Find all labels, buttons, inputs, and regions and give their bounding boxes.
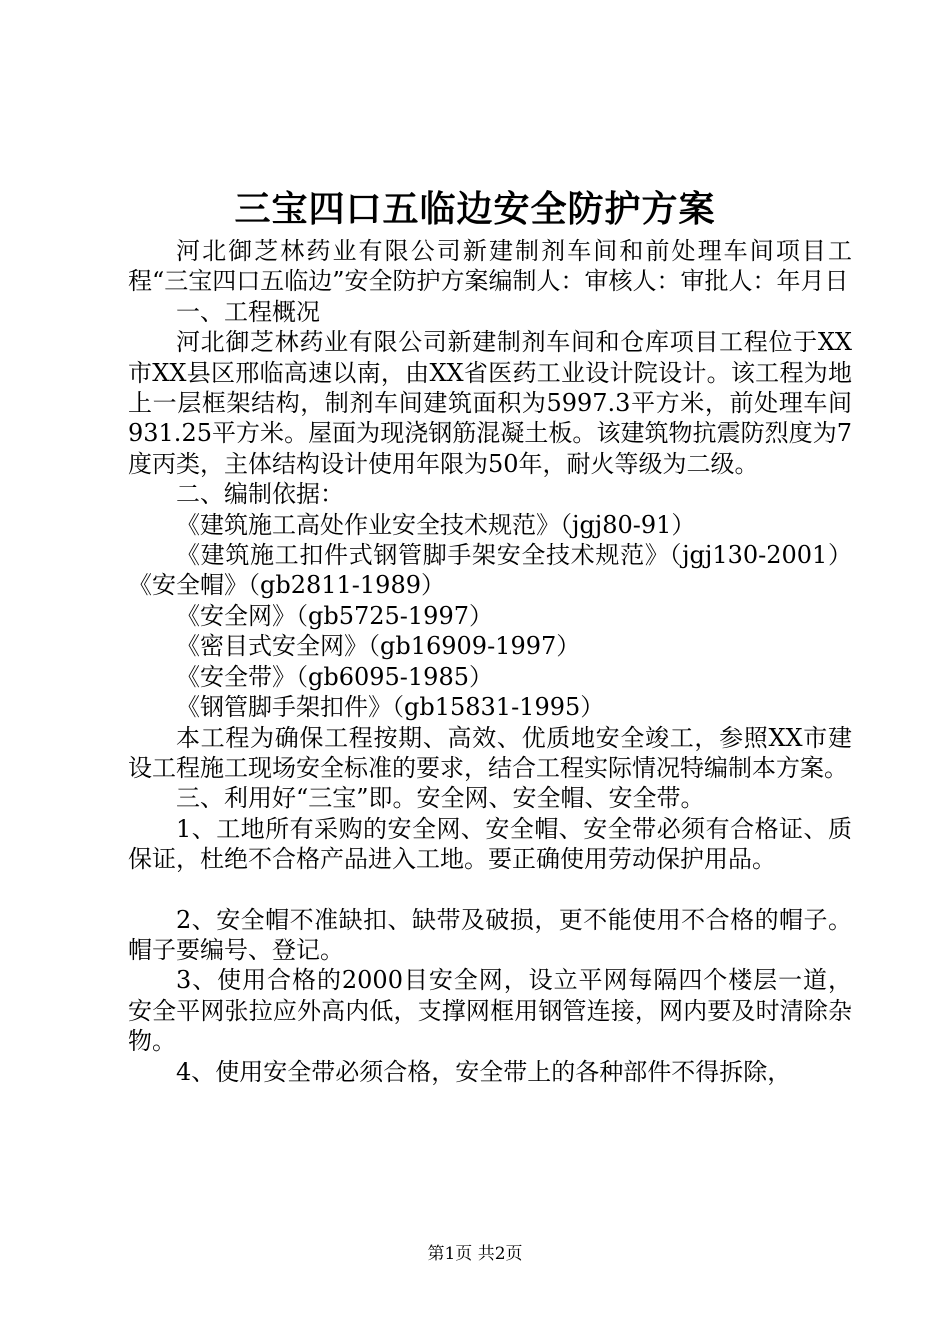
- standard-item: 《钢管脚手架扣件》（gb15831-1995）: [176, 693, 605, 722]
- standard-item: 《安全带》（gb6095-1985）: [176, 662, 493, 691]
- list-item-2: 2、安全帽不准缺扣、缺带及破损，更不能使用不合格的帽子。帽子要编号、登记。: [128, 905, 852, 964]
- standard-item: 《安全网》（gb5725-1997）: [176, 601, 493, 630]
- document-title: 三宝四口五临边安全防护方案: [234, 188, 716, 230]
- paragraph-purpose: 本工程为确保工程按期、高效、优质地安全竣工，参照XX市建设工程施工现场安全标准的要求，结合工程实际情况特编制本方案。: [128, 723, 852, 782]
- standard-item: 《建筑施工扣件式钢管脚手架安全技术规范》（jgj130-2001）《安全帽》（gb2811-1989）: [128, 541, 852, 600]
- standard-item: 《密目式安全网》（gb16909-1997）: [176, 632, 581, 661]
- paragraph-intro: 河北御芝林药业有限公司新建制剂车间和前处理车间项目工程“三宝四口五临边”安全防护方案编制人：审核人：审批人：年月日: [128, 237, 852, 296]
- list-item-4: 4、使用安全带必须合格，安全带上的各种部件不得拆除，: [176, 1057, 792, 1086]
- heading-compilation-basis: 二、编制依据：: [176, 480, 344, 509]
- document-body: [128, 236, 852, 1087]
- heading-project-overview: 一、工程概况: [176, 297, 320, 326]
- list-item-1: 1、工地所有采购的安全网、安全帽、安全带必须有合格证、质保证，杜绝不合格产品进入工地。要正确使用劳动保护用品。: [128, 814, 852, 874]
- page-number-footer: 第1页 共2页: [427, 1244, 523, 1264]
- list-item-3: 3、使用合格的2000目安全网，设立平网每隔四个楼层一道，安全平网张拉应外高内低，支撑网框用钢管连接，网内要及时清除杂物。: [128, 966, 852, 1056]
- standard-item: 《建筑施工高处作业安全技术规范》（jgj80-91）: [176, 510, 696, 539]
- heading-three-treasures: 三、利用好“三宝”即。安全网、安全帽、安全带。: [176, 784, 705, 813]
- paragraph-project-overview: 河北御芝林药业有限公司新建制剂车间和仓库项目工程位于XX市XX县区邢临高速以南，由XX省医药工业设计院设计。该工程为地上一层框架结构，制剂车间建筑面积为5997.3平方米，前处理车间931.25平方米。屋面为现浇钢筋混凝土板。该建筑物抗震防烈度为7度丙类，主体结构设计使用年限为50年，耐火等级为二级。: [128, 328, 852, 478]
